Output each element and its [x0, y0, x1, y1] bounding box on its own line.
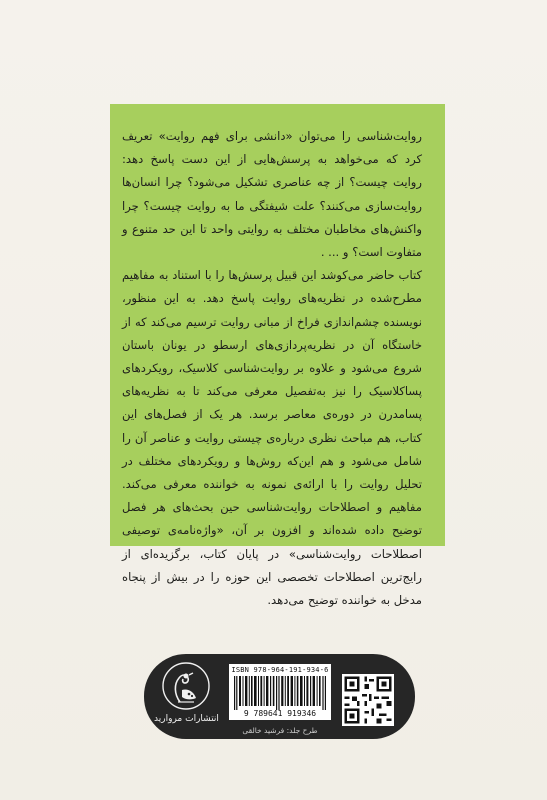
publisher-name: انتشارات مروارید	[154, 714, 219, 724]
cover-design-credit: طرح جلد: فرشید خالقی	[242, 726, 318, 735]
qr-code-icon	[342, 674, 394, 726]
blurb-paragraph-2: کتاب حاضر می‌کوشد این قبیل پرسش‌ها را با استناد به مفاهیم مطرح‌شده در نظریه‌های روایت پاسخ دهد. به این منظور، نویسنده چشم‌اندازی فراخ از مبانی روایت ترسیم می‌کند که از خاستگاه آن در نظریه‌پردازی‌های ارسطو در یونان باستان شروع می‌شود و علاوه بر روایت‌شناسی کلاسیک، رویکردهای پساکلاسیک را نیز به‌تفصیل معرفی می‌کند تا به نظریه‌های پسامدرن در دوره‌ی معاصر برسد. هر یک از فصل‌های این کتاب، هم مباحث نظری درباره‌ی چیستی روایت و عناصر آن را شامل می‌شود و هم این‌که روش‌ها و رویکردهای مختلف در تحلیل روایت را با ارائه‌ی نمونه به خواننده معرفی می‌کند. مفاهیم و اصطلاحات روایت‌شناسی حین بحث‌های هر فصل توضیح داده شده‌اند و افزون بر آن، «واژه‌نامه‌ی توصیفی اصطلاحات روایت‌شناسی» در پایان کتاب، برگزیده‌ای از رایج‌ترین اصطلاحات تخصصی این حوزه را در بیش از پنجاه مدخل به خواننده توضیح می‌دهد.	[122, 268, 422, 608]
isbn-text: ISBN 978-964-191-934-6	[231, 666, 329, 674]
barcode-icon	[232, 676, 328, 710]
blurb-paragraph-1: روایت‌شناسی را می‌توان «دانشی برای فهم روایت» تعریف کرد که می‌خواهد به پرسش‌هایی از این دست پاسخ دهد: روایت چیست؟ از چه عناصری تشکیل می‌شود؟ چرا انسان‌ها روایت‌سازی می‌کنند؟ علت شیفتگی ما به روایت چیست؟ چرا واکنش‌های مخاطبان مختلف به روایتی واحد تا این حد متنوع و متفاوت است؟ و ... .	[122, 129, 422, 260]
barcode-digits: 9 789641 919346	[243, 709, 317, 718]
blurb-text	[122, 125, 422, 608]
